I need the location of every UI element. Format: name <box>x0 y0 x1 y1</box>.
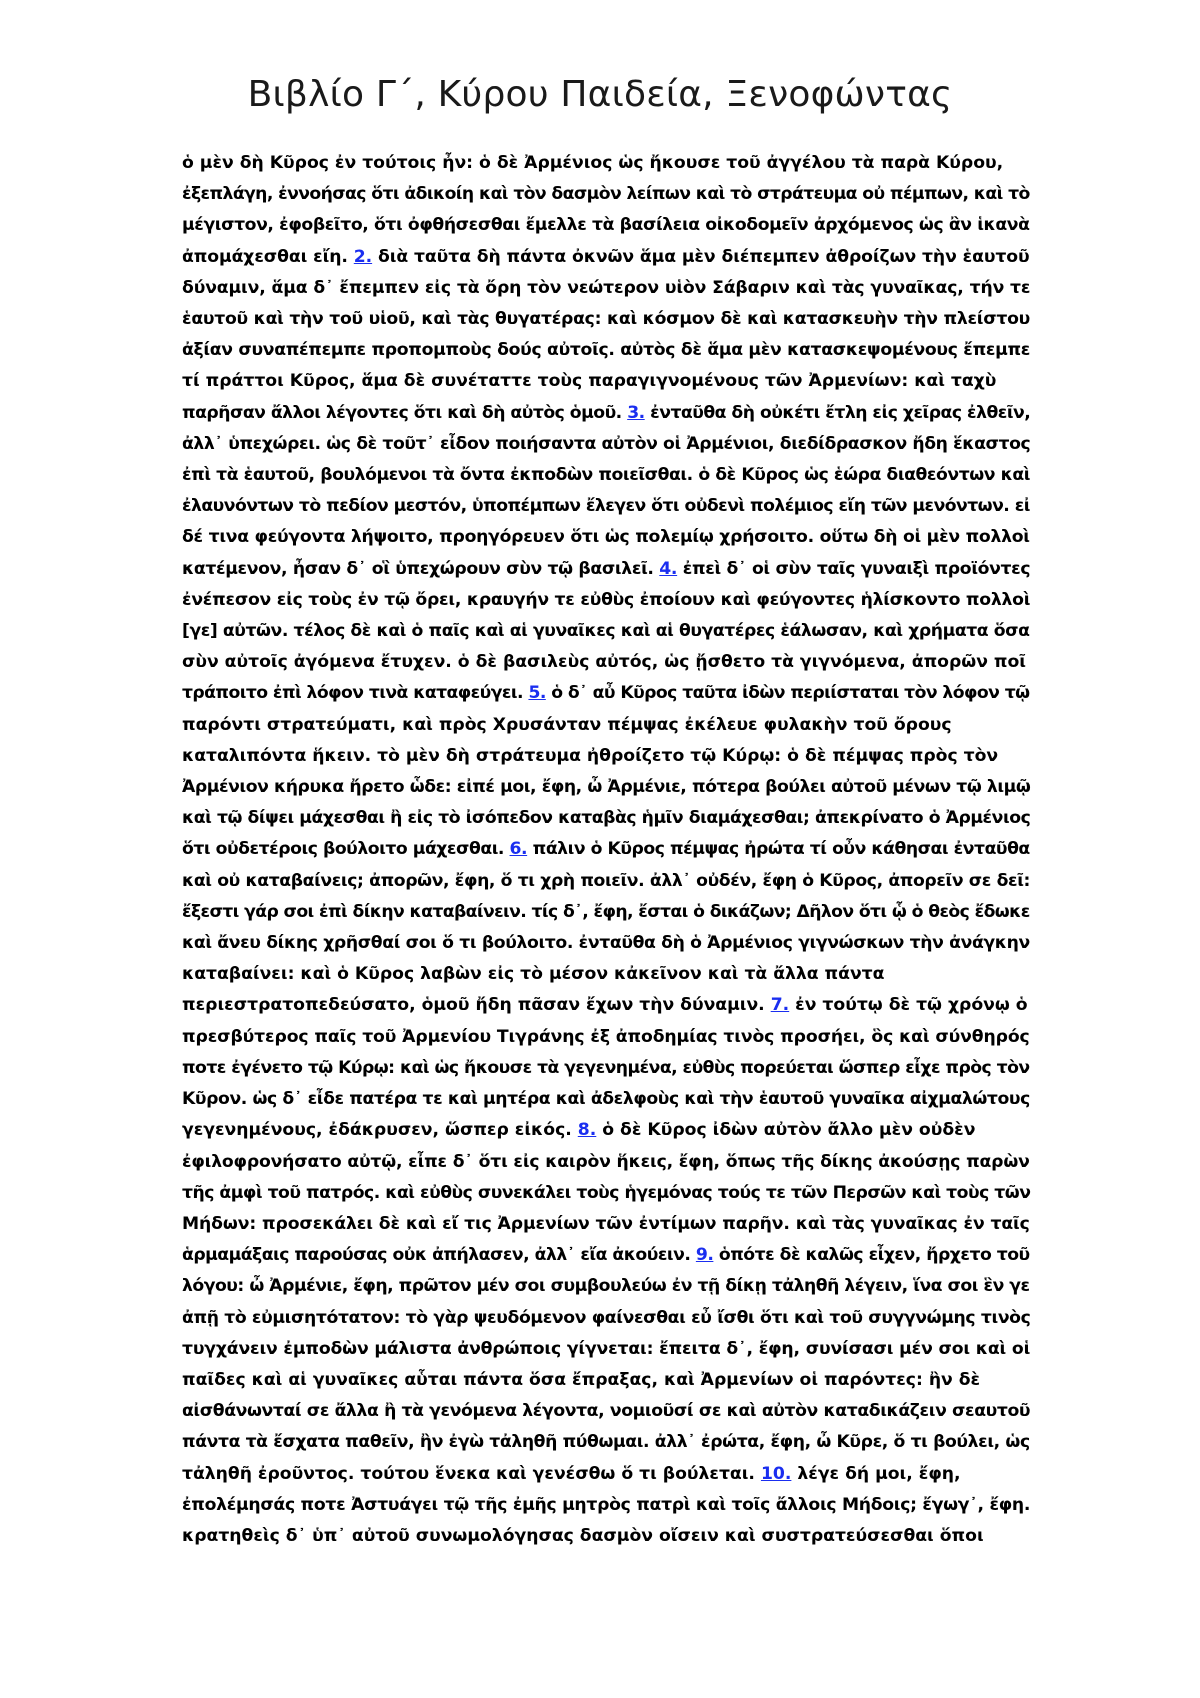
text-line <box>182 429 1030 460</box>
section-link[interactable]: 8. <box>577 1120 597 1141</box>
text-run: μέγιστον, ἐφοβεῖτο, ὅτι ὀφθήσεσθαι ἔμελλε τὰ βασίλεια οἰκοδομεῖν ἀρχόμενος ὡς ἂν ἱκανὰ <box>182 215 1030 236</box>
text-run: ἐλαυνόντων τὸ πεδίον μεστόν, ὑποπέμπων ἔλεγεν ὅτι οὐδενὶ πολέμιος εἴη τῶν μενόντων. εἰ <box>182 496 1030 517</box>
text-run: ὁ δὲ Κῦρος ἰδὼν αὐτὸν ἄλλο μὲν οὐδὲν <box>596 1120 976 1141</box>
text-line <box>182 460 1030 491</box>
text-line <box>182 1147 1030 1178</box>
text-run: καταλιπόντα ἥκειν. τὸ μὲν δὴ στράτευμα ἠθροίζετο τῷ Κύρῳ: ὁ δὲ πέμψας πρὸς τὸν <box>182 745 999 766</box>
text-line <box>182 990 1030 1021</box>
text-run: περιεστρατοπεδεύσατο, ὁμοῦ ἤδη πᾶσαν ἔχων τὴν δύναμιν. <box>182 995 771 1016</box>
text-line <box>182 834 1030 865</box>
text-run: Μήδων: προσεκάλει δὲ καὶ εἴ τις Ἀρμενίων τῶν ἐντίμων παρῆν. καὶ τὰς γυναῖκας ἐν ταῖς <box>182 1213 1030 1234</box>
text-line <box>182 1459 1030 1490</box>
text-line <box>182 678 1030 709</box>
text-line <box>182 647 1030 678</box>
text-run: κατέμενον, ἦσαν δ᾽ οἳ ὑπεχώρουν σὺν τῷ βασιλεῖ. <box>182 558 660 579</box>
text-line <box>182 1303 1030 1334</box>
text-line <box>182 1178 1030 1209</box>
section-link[interactable]: 10. <box>760 1463 792 1484</box>
text-line <box>182 366 1030 397</box>
text-line <box>182 1271 1030 1302</box>
text-run: πάλιν ὁ Κῦρος πέμψας ἠρώτα τί οὖν κάθησαι ἐνταῦθα <box>527 839 1030 860</box>
text-line <box>182 1115 1030 1146</box>
text-run: παρόντι στρατεύματι, καὶ πρὸς Χρυσάνταν πέμψας ἐκέλευε φυλακὴν τοῦ ὄρους <box>182 714 952 735</box>
text-line <box>182 1365 1030 1396</box>
text-line <box>182 554 1030 585</box>
text-run: ἀλλ᾽ ὑπεχώρει. ὡς δὲ τοῦτ᾽ εἶδον ποιήσαντα αὐτὸν οἱ Ἀρμένιοι, διεδίδρασκον ἤδη ἕκαστος <box>182 433 1031 454</box>
text-run: ἐνταῦθα δὴ οὐκέτι ἔτλη εἰς χεῖρας ἐλθεῖν, <box>644 402 1031 423</box>
text-run: διὰ ταῦτα δὴ πάντα ὀκνῶν ἅμα μὲν διέπεμπεν ἀθροίζων τὴν ἑαυτοῦ <box>372 246 1030 267</box>
body-text <box>182 148 1030 1552</box>
text-run: τυγχάνειν ἐμποδὼν μάλιστα ἀνθρώποις γίγνεται: ἔπειτα δ᾽, ἔφη, συνίσασι μέν σοι καὶ οἱ <box>182 1338 1031 1359</box>
text-run: λόγου: ὦ Ἀρμένιε, ἔφη, πρῶτον μέν σοι συμβουλεύω ἐν τῇ δίκῃ τἀληθῆ λέγειν, ἵνα σοι ἓν γε <box>182 1276 1030 1297</box>
text-line <box>182 522 1030 553</box>
text-run: ἀπομάχεσθαι εἴη. <box>182 246 354 267</box>
text-line <box>182 1334 1030 1365</box>
text-line <box>182 803 1030 834</box>
text-run: γεγενημένους, ἐδάκρυσεν, ὥσπερ εἰκός. <box>182 1120 578 1141</box>
text-run: καὶ οὐ καταβαίνεις; ἀπορῶν, ἔφη, ὅ τι χρὴ ποιεῖν. ἀλλ᾽ οὐδέν, ἔφη ὁ Κῦρος, ἀπορεῖν σε δεῖ: <box>182 870 1031 891</box>
text-run: ὅτι οὐδετέροις βούλοιτο μάχεσθαι. <box>182 839 510 860</box>
text-line <box>182 741 1030 772</box>
text-run: καὶ τῷ δίψει μάχεσθαι ἢ εἰς τὸ ἰσόπεδον καταβὰς ἡμῖν διαμάχεσθαι; ἀπεκρίνατο ὁ Ἀρμένιος <box>182 808 1031 829</box>
text-run: ὁ δ᾽ αὖ Κῦρος ταῦτα ἰδὼν περιίσταται τὸν λόφον τῷ <box>545 683 1030 704</box>
text-line <box>182 959 1030 990</box>
text-run: ἐπολέμησάς ποτε Ἀστυάγει τῷ τῆς ἐμῆς μητρὸς πατρὶ καὶ τοῖς ἄλλοις Μήδοις; ἔγωγ᾽, ἔφη. <box>182 1494 1031 1515</box>
text-run: ἐπὶ τὰ ἑαυτοῦ, βουλόμενοι τὰ ὄντα ἐκποδὼν ποιεῖσθαι. ὁ δὲ Κῦρος ὡς ἑώρα διαθεόντων καὶ <box>182 465 1031 486</box>
text-run: πάντα τὰ ἔσχατα παθεῖν, ἢν ἐγὼ τἀληθῆ πύθωμαι. ἀλλ᾽ ἐρώτα, ἔφη, ὦ Κῦρε, ὅ τι βούλει, ὡς <box>182 1432 1030 1453</box>
text-run: σὺν αὐτοῖς ἀγόμενα ἔτυχεν. ὁ δὲ βασιλεὺς αὐτός, ὡς ᾔσθετο τὰ γιγνόμενα, ἀπορῶν ποῖ <box>182 652 1027 673</box>
text-line <box>182 304 1030 335</box>
text-run: τράποιτο ἐπὶ λόφον τινὰ καταφεύγει. <box>182 683 529 704</box>
text-run: Κῦρον. ὡς δ᾽ εἶδε πατέρα τε καὶ μητέρα καὶ ἀδελφοὺς καὶ τὴν ἑαυτοῦ γυναῖκα αἰχμαλώτους <box>182 1089 1030 1110</box>
text-line <box>182 335 1030 366</box>
text-run: ἐξεπλάγη, ἐννοήσας ὅτι ἀδικοίη καὶ τὸν δασμὸν λείπων καὶ τὸ στράτευμα οὐ πέμπων, καὶ τὸ <box>182 184 1030 205</box>
text-run: Ἀρμένιον κήρυκα ἤρετο ὧδε: εἰπέ μοι, ἔφη, ὦ Ἀρμένιε, πότερα βούλει αὐτοῦ μένων τῷ λιμῷ <box>182 777 1031 798</box>
text-line <box>182 866 1030 897</box>
text-line <box>182 1427 1030 1458</box>
text-line <box>182 179 1030 210</box>
section-link[interactable]: 7. <box>770 995 790 1016</box>
text-run: [γε] αὐτῶν. τέλος δὲ καὶ ὁ παῖς καὶ αἱ γυναῖκες καὶ αἱ θυγατέρες ἑάλωσαν, καὶ χρήματα ὅσα <box>182 621 1030 642</box>
section-link[interactable]: 9. <box>695 1245 714 1266</box>
text-line <box>182 772 1030 803</box>
text-line <box>182 710 1030 741</box>
text-run: δύναμιν, ἅμα δ᾽ ἔπεμπεν εἰς τὰ ὄρη τὸν νεώτερον υἱὸν Σάβαριν καὶ τὰς γυναῖκας, τήν τε <box>182 277 1031 298</box>
text-line <box>182 148 1030 179</box>
text-run: λέγε δή μοι, ἔφη, <box>791 1463 961 1484</box>
text-run: ἑαυτοῦ καὶ τὴν τοῦ υἱοῦ, καὶ τὰς θυγατέρας: καὶ κόσμον δὲ καὶ κατασκευὴν τὴν πλείστου <box>182 309 1031 330</box>
text-run: παρῆσαν ἄλλοι λέγοντες ὅτι καὶ δὴ αὐτὸς ὁμοῦ. <box>182 402 628 423</box>
text-line <box>182 897 1030 928</box>
text-line <box>182 1209 1030 1240</box>
text-line <box>182 616 1030 647</box>
section-link[interactable]: 2. <box>353 246 373 267</box>
text-run: καταβαίνει: καὶ ὁ Κῦρος λαβὼν εἰς τὸ μέσον κἀκεῖνον καὶ τὰ ἄλλα πάντα <box>182 964 885 985</box>
text-run: ποτε ἐγένετο τῷ Κύρῳ: καὶ ὡς ἤκουσε τὰ γεγενημένα, εὐθὺς πορεύεται ὥσπερ εἶχε πρὸς τὸν <box>182 1057 1030 1078</box>
section-link[interactable]: 3. <box>627 402 645 423</box>
text-run: τῆς ἀμφὶ τοῦ πατρός. καὶ εὐθὺς συνεκάλει τοὺς ἡγεμόνας τούς τε τῶν Περσῶν καὶ τοὺς τῶν <box>182 1182 1031 1203</box>
text-run: κρατηθεὶς δ᾽ ὑπ᾽ αὐτοῦ συνωμολόγησας δασμὸν οἴσειν καὶ συστρατεύσεσθαι ὅποι <box>182 1525 984 1546</box>
text-line <box>182 1022 1030 1053</box>
text-run: ἐφιλοφρονήσατο αὐτῷ, εἶπε δ᾽ ὅτι εἰς καιρὸν ἥκεις, ἔφη, ὅπως τῆς δίκης ἀκούσῃς παρὼν <box>182 1151 1030 1172</box>
text-run: καὶ ἄνευ δίκης χρῆσθαί σοι ὅ τι βούλοιτο. ἐνταῦθα δὴ ὁ Ἀρμένιος γιγνώσκων τὴν ἀνάγκην <box>182 933 1030 954</box>
text-run: τἀληθῆ ἐροῦντος. τούτου ἕνεκα καὶ γενέσθω ὅ τι βούλεται. <box>182 1463 761 1484</box>
text-line <box>182 273 1030 304</box>
section-link[interactable]: 6. <box>509 839 528 860</box>
text-run: τί πράττοι Κῦρος, ἅμα δὲ συνέταττε τοὺς παραγιγνομένους τῶν Ἀρμενίων: καὶ ταχὺ <box>182 371 997 392</box>
text-line <box>182 491 1030 522</box>
text-run: ἐπεὶ δ᾽ οἱ σὺν ταῖς γυναιξὶ προϊόντες <box>677 558 1031 579</box>
page-title: Βιβλίο Γ΄, Κύρου Παιδεία, Ξενοφώντας <box>247 74 953 115</box>
text-line <box>182 928 1030 959</box>
text-run: πρεσβύτερος παῖς τοῦ Ἀρμενίου Τιγράνης ἐξ ἀποδημίας τινὸς προσήει, ὃς καὶ σύνθηρός <box>182 1026 1030 1047</box>
text-line <box>182 585 1030 616</box>
text-line <box>182 1240 1030 1271</box>
text-run: ἐν τούτῳ δὲ τῷ χρόνῳ ὁ <box>789 995 1028 1016</box>
text-run: παῖδες καὶ αἱ γυναῖκες αὗται πάντα ὅσα ἔπραξας, καὶ Ἀρμενίων οἱ παρόντες: ἢν δὲ <box>182 1369 981 1390</box>
text-line <box>182 1521 1030 1552</box>
text-run: ὁπότε δὲ καλῶς εἶχεν, ἤρχετο τοῦ <box>713 1245 1030 1266</box>
text-line <box>182 1490 1030 1521</box>
text-line <box>182 1396 1030 1427</box>
text-line <box>182 398 1030 429</box>
section-link[interactable]: 5. <box>528 683 546 704</box>
text-run: αἰσθάνωνταί σε ἄλλα ἢ τὰ γενόμενα λέγοντα, νομιοῦσί σε καὶ αὐτὸν καταδικάζειν σεαυτοῦ <box>182 1401 1031 1422</box>
text-line <box>182 210 1030 241</box>
section-link[interactable]: 4. <box>659 558 678 579</box>
text-line <box>182 1053 1030 1084</box>
text-run: ἀπῇ τὸ εὐμισητότατον: τὸ γὰρ ψευδόμενον φαίνεσθαι εὖ ἴσθι ὅτι καὶ τοῦ συγγνώμης τινὸς <box>182 1307 1031 1328</box>
text-run: ἀξίαν συναπέπεμπε προπομποὺς δούς αὐτοῖς. αὐτὸς δὲ ἅμα μὲν κατασκεψομένους ἔπεμπε <box>182 340 1031 361</box>
text-run: ὁ μὲν δὴ Κῦρος ἐν τούτοις ἦν: ὁ δὲ Ἀρμένιος ὡς ἤκουσε τοῦ ἀγγέλου τὰ παρὰ Κύρου, <box>182 153 1004 173</box>
text-line <box>182 1084 1030 1115</box>
text-run: ἁρμαμάξαις παρούσας οὐκ ἀπήλασεν, ἀλλ᾽ εἴα ἀκούειν. <box>182 1245 696 1266</box>
text-run: ἔξεστι γάρ σοι ἐπὶ δίκην καταβαίνειν. τίς δ᾽, ἔφη, ἔσται ὁ δικάζων; Δῆλον ὅτι ᾧ ὁ θεὸς ἔδωκε <box>182 901 1030 922</box>
text-line <box>182 242 1030 273</box>
text-run: ἐνέπεσον εἰς τοὺς ἐν τῷ ὄρει, κραυγήν τε εὐθὺς ἐποίουν καὶ φεύγοντες ἡλίσκοντο πολλοὶ <box>182 589 1031 610</box>
text-run: δέ τινα φεύγοντα λήψοιτο, προηγόρευεν ὅτι ὡς πολεμίῳ χρήσοιτο. οὕτω δὴ οἱ μὲν πολλοὶ <box>182 527 1030 548</box>
